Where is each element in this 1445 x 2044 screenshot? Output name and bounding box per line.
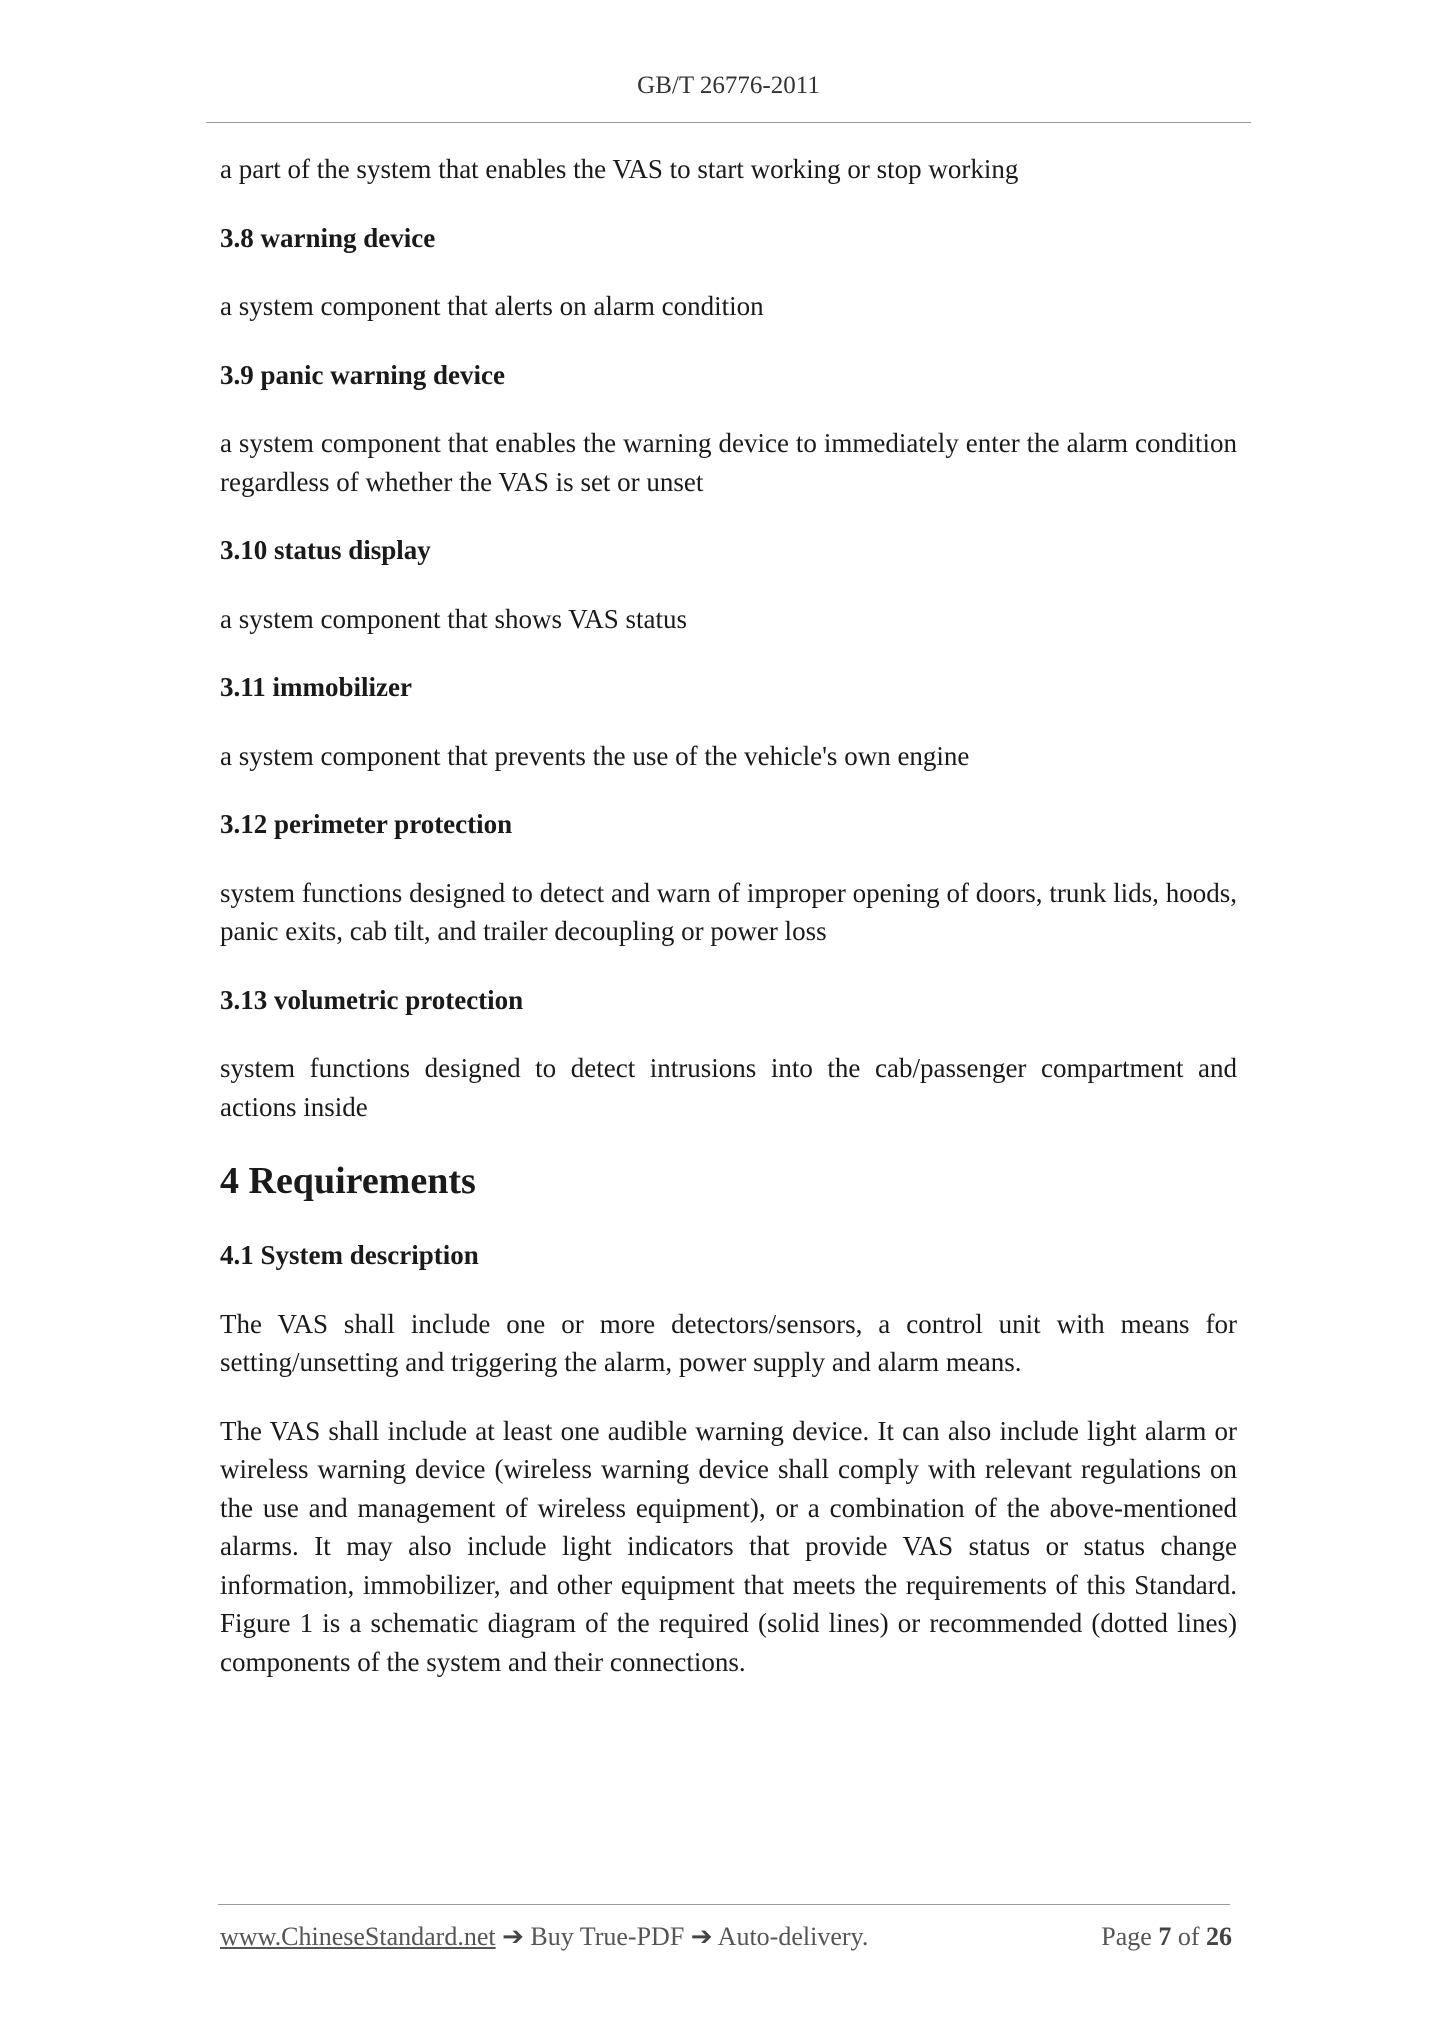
- term-3-8-heading: 3.8 warning device: [220, 222, 436, 253]
- auto-delivery-text: Auto-delivery.: [717, 1922, 869, 1951]
- definition-text-3-9: a system component that enables the warning device to immediately enter the alarm condition regardless of whether the VAS is set or unset: [220, 428, 1237, 497]
- definition-text-3-10: a system component that shows VAS status: [220, 603, 688, 634]
- footer-divider: [218, 1904, 1230, 1905]
- definition-text-3-8: a system component that alerts on alarm condition: [220, 291, 764, 321]
- term-3-10-heading: 3.10 status display: [220, 535, 431, 565]
- page-footer: [220, 1922, 1232, 1952]
- arrow-right-icon: ➔: [690, 1922, 713, 1951]
- document-header: GB/T 26776-2011: [637, 72, 820, 99]
- buy-true-pdf-text: Buy True-PDF: [530, 1922, 685, 1951]
- section-4-heading: 4 Requirements: [220, 1160, 476, 1202]
- system-description-paragraph-2: The VAS shall include at least one audible warning device. It can also include light alarm or wireless warning device (wireless warning device shall comply with relevant regulations on the use and management of wireless equipment), or a combination of the above-mentioned alarms. It may also include light indicators that provide VAS status or status change information, immobilizer, and other equipment that meets the requirements of this Standard. Figure 1 is a schematic diagram of the required (solid lines) or recommended (dotted lines) components of the system and their connections.: [220, 1415, 1237, 1677]
- total-pages-number: 26: [1206, 1922, 1232, 1951]
- current-page-number: 7: [1158, 1922, 1172, 1951]
- term-3-13-heading: 3.13 volumetric protection: [220, 984, 524, 1015]
- system-description-paragraph-1: The VAS shall include one or more detectors/sensors, a control unit with means for setting/unsetting and triggering the alarm, power supply and alarm means.: [220, 1308, 1237, 1377]
- footer-left: [220, 1922, 868, 1952]
- term-3-11-heading: 3.11 immobilizer: [220, 672, 412, 702]
- page-indicator: [1101, 1922, 1232, 1952]
- definition-text-3-11: a system component that prevents the use of the vehicle's own engine: [220, 740, 970, 771]
- definition-text-3-13: system functions designed to detect intrusions into the cab/passenger compartment and actions inside: [220, 1053, 1237, 1122]
- of-label: of: [1177, 1922, 1200, 1951]
- definition-text-3-12: system functions designed to detect and warn of improper opening of doors, trunk lids, hoods, panic exits, cab tilt, and trailer decoupling or power loss: [220, 877, 1237, 946]
- website-link[interactable]: www.ChineseStandard.net: [220, 1922, 496, 1951]
- document-body: [220, 150, 1237, 1711]
- term-3-12-heading: 3.12 perimeter protection: [220, 809, 513, 839]
- term-3-9-heading: 3.9 panic warning device: [220, 359, 506, 390]
- arrow-right-icon: ➔: [502, 1922, 524, 1951]
- subsection-4-1-heading: 4.1 System description: [220, 1240, 479, 1270]
- header-divider: [206, 122, 1251, 123]
- page-label: Page: [1101, 1922, 1152, 1951]
- definition-text-set-unset: a part of the system that enables the VAS to start working or stop working: [220, 154, 1019, 184]
